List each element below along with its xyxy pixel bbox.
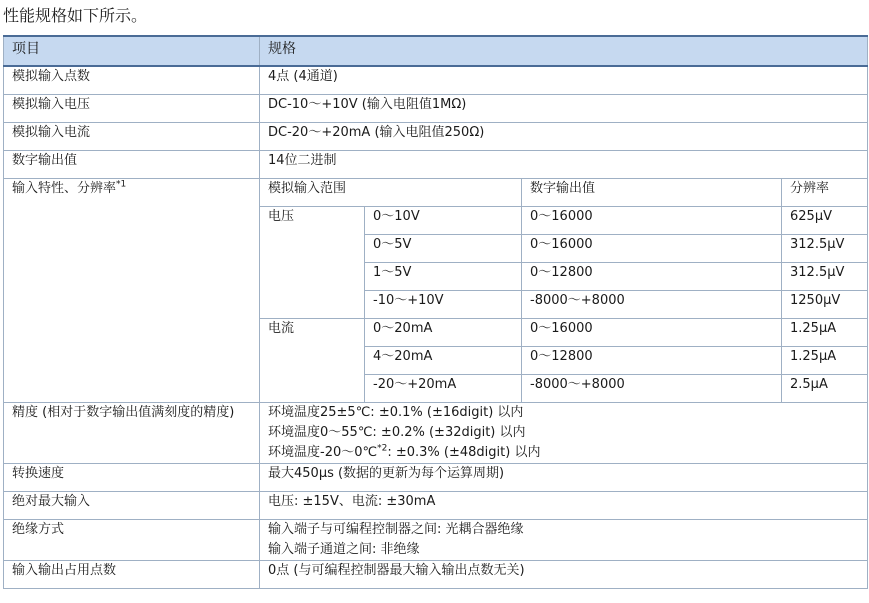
row-value: DC-20～+20mA (输入电阻值250Ω) — [260, 122, 868, 150]
resolution-cell: 1250μV — [782, 290, 868, 318]
table-row — [4, 66, 868, 94]
range-cell: 0～20mA — [365, 318, 522, 346]
row-value: DC-10～+10V (输入电阻值1MΩ) — [260, 94, 868, 122]
row-label: 模拟输入电流 — [4, 122, 260, 150]
accuracy-line-pre: 环境温度-20～0℃ — [268, 444, 378, 460]
row-value: 0点 (与可编程控制器最大输入输出点数无关) — [260, 560, 868, 588]
subheader-resolution: 分辨率 — [782, 178, 868, 206]
table-row — [4, 491, 868, 519]
digital-cell: 0～16000 — [522, 234, 782, 262]
row-label: 输入输出占用点数 — [4, 560, 260, 588]
spec-table — [3, 35, 868, 589]
subheader-digital: 数字输出值 — [522, 178, 782, 206]
range-cell: 0～5V — [365, 234, 522, 262]
row-label: 模拟输入电压 — [4, 94, 260, 122]
accuracy-line-post: : ±0.3% (±48digit) 以内 — [387, 444, 541, 460]
row-value: 4点 (4通道) — [260, 66, 868, 94]
header-spec: 规格 — [260, 36, 868, 66]
digital-cell: 0～12800 — [522, 262, 782, 290]
range-cell: 1～5V — [365, 262, 522, 290]
accuracy-line — [268, 443, 859, 463]
table-row — [4, 560, 868, 588]
characteristics-label: 输入特性、分辨率 — [12, 180, 117, 196]
subheader-range: 模拟输入范围 — [260, 178, 522, 206]
accuracy-line: 环境温度25±5℃: ±0.1% (±16digit) 以内 — [268, 404, 524, 420]
table-header-row — [4, 36, 868, 66]
range-cell: -10～+10V — [365, 290, 522, 318]
digital-cell: -8000～+8000 — [522, 290, 782, 318]
table-row — [4, 178, 868, 206]
table-row — [4, 122, 868, 150]
footnote-mark: *1 — [116, 179, 127, 190]
resolution-cell: 1.25μA — [782, 346, 868, 374]
table-row — [4, 463, 868, 491]
row-label: 绝对最大输入 — [4, 491, 260, 519]
intro-text: 性能规格如下所示。 — [3, 6, 148, 25]
row-label: 转换速度 — [4, 463, 260, 491]
row-label — [4, 178, 260, 402]
footnote-mark: *2 — [377, 443, 388, 454]
range-cell: -20～+20mA — [365, 374, 522, 402]
row-value — [260, 402, 868, 463]
resolution-cell: 312.5μV — [782, 234, 868, 262]
accuracy-line: 环境温度0～55℃: ±0.2% (±32digit) 以内 — [268, 424, 526, 440]
digital-cell: 0～12800 — [522, 346, 782, 374]
row-label: 精度 (相对于数字输出值满刻度的精度) — [4, 402, 260, 463]
group-current: 电流 — [260, 318, 365, 402]
digital-cell: 0～16000 — [522, 206, 782, 234]
row-value: 14位二进制 — [260, 150, 868, 178]
table-row — [4, 519, 868, 560]
digital-cell: 0～16000 — [522, 318, 782, 346]
range-cell: 4～20mA — [365, 346, 522, 374]
isolation-line: 输入端子与可编程控制器之间: 光耦合器绝缘 — [268, 521, 524, 537]
header-item: 项目 — [4, 36, 260, 66]
row-label: 模拟输入点数 — [4, 66, 260, 94]
row-value — [260, 519, 868, 560]
resolution-cell: 625μV — [782, 206, 868, 234]
table-row — [4, 94, 868, 122]
resolution-cell: 312.5μV — [782, 262, 868, 290]
table-row — [4, 402, 868, 463]
table-row — [4, 150, 868, 178]
range-cell: 0～10V — [365, 206, 522, 234]
resolution-cell: 1.25μA — [782, 318, 868, 346]
row-label: 数字输出值 — [4, 150, 260, 178]
isolation-line: 输入端子通道之间: 非绝缘 — [268, 541, 420, 557]
digital-cell: -8000～+8000 — [522, 374, 782, 402]
row-label: 绝缘方式 — [4, 519, 260, 560]
resolution-cell: 2.5μA — [782, 374, 868, 402]
row-value: 最大450μs (数据的更新为每个运算周期) — [260, 463, 868, 491]
group-voltage: 电压 — [260, 206, 365, 318]
row-value: 电压: ±15V、电流: ±30mA — [260, 491, 868, 519]
